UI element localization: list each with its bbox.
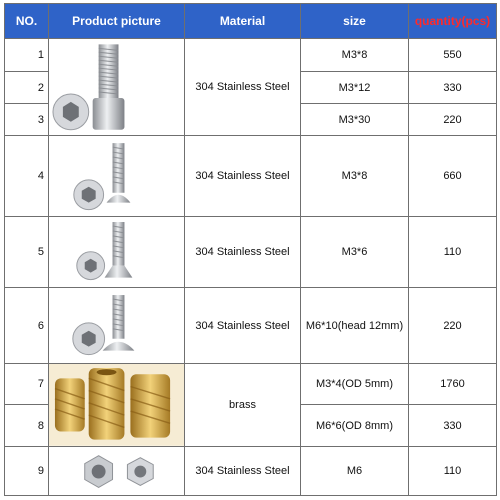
material-cell: 304 Stainless Steel <box>185 136 301 217</box>
header-material: Material <box>185 4 301 39</box>
row-number: 5 <box>5 216 49 288</box>
header-size: size <box>301 4 409 39</box>
table-row <box>5 39 497 72</box>
row-number: 2 <box>5 71 49 104</box>
quantity-cell: 1760 <box>409 364 497 405</box>
table-row <box>5 288 497 364</box>
size-cell: M3*30 <box>301 104 409 136</box>
material-cell: brass <box>185 364 301 447</box>
quantity-cell: 330 <box>409 405 497 446</box>
size-cell: M6*10(head 12mm) <box>301 288 409 364</box>
quantity-cell: 660 <box>409 136 497 217</box>
button-head-screw-icon <box>49 136 185 217</box>
table-row <box>5 216 497 288</box>
row-number: 8 <box>5 405 49 446</box>
quantity-cell: 110 <box>409 216 497 288</box>
row-number: 7 <box>5 364 49 405</box>
header-quantity: quantity(pcs) <box>409 4 497 39</box>
quantity-cell: 220 <box>409 288 497 364</box>
table-row <box>5 364 497 405</box>
size-cell: M6*6(OD 8mm) <box>301 405 409 446</box>
material-cell: 304 Stainless Steel <box>185 39 301 136</box>
material-cell: 304 Stainless Steel <box>185 288 301 364</box>
socket-cap-screw-icon <box>49 39 185 136</box>
row-number: 4 <box>5 136 49 217</box>
size-cell: M3*4(OD 5mm) <box>301 364 409 405</box>
brass-insert-nut-icon <box>49 364 185 447</box>
size-cell: M3*12 <box>301 71 409 104</box>
table-row <box>5 446 497 495</box>
material-cell: 304 Stainless Steel <box>185 446 301 495</box>
flange-button-screw-icon <box>49 288 185 364</box>
row-number: 9 <box>5 446 49 495</box>
row-number: 3 <box>5 104 49 136</box>
row-number: 6 <box>5 288 49 364</box>
quantity-cell: 220 <box>409 104 497 136</box>
table-row <box>5 136 497 217</box>
countersunk-screw-icon <box>49 216 185 288</box>
size-cell: M6 <box>301 446 409 495</box>
quantity-cell: 550 <box>409 39 497 72</box>
row-number: 1 <box>5 39 49 72</box>
size-cell: M3*8 <box>301 39 409 72</box>
header-row <box>5 4 497 39</box>
hex-nut-icon <box>49 446 185 495</box>
size-cell: M3*6 <box>301 216 409 288</box>
header-product-picture: Product picture <box>49 4 185 39</box>
material-cell: 304 Stainless Steel <box>185 216 301 288</box>
product-spec-table <box>4 3 497 496</box>
quantity-cell: 330 <box>409 71 497 104</box>
size-cell: M3*8 <box>301 136 409 217</box>
quantity-cell: 110 <box>409 446 497 495</box>
header-no: NO. <box>5 4 49 39</box>
